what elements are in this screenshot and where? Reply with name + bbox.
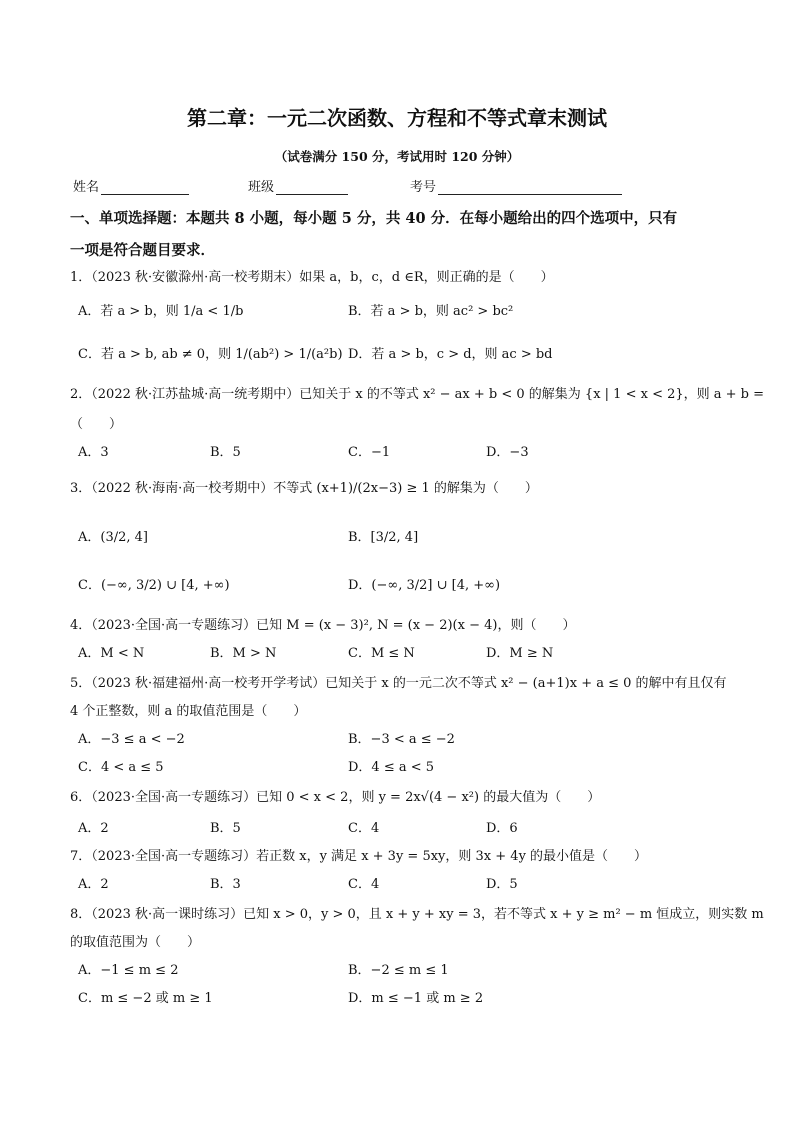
- question-2-stem: 2．（2022 秋·江苏盐城·高一统考期中）已知关于 x 的不等式 x² − ax + b < 0 的解集为 {x | 1 < x < 2}，则 a + b =: [70, 387, 765, 402]
- question-8-stem: 8．（2023 秋·高一课时练习）已知 x > 0，y > 0，且 x + y + xy = 3，若不等式 x + y ≥ m² − m 恒成立，则实数 m: [70, 907, 764, 922]
- question-7-option-c[interactable]: C．4: [348, 877, 380, 892]
- page-title: 第二章：一元二次函数、方程和不等式章末测试: [187, 106, 607, 130]
- section-heading-line1: 一、单项选择题：本题共 8 小题，每小题 5 分，共 40 分．在每小题给出的四个选项中，只有: [70, 210, 678, 227]
- question-7-option-d[interactable]: D．5: [486, 877, 518, 892]
- question-7-option-b[interactable]: B．3: [210, 877, 241, 892]
- question-1-option-c[interactable]: C．若 a > b, ab ≠ 0，则 1/(ab²) > 1/(a²b): [78, 347, 343, 362]
- exam-subtitle: （试卷满分 150 分，考试用时 120 分钟）: [274, 149, 520, 164]
- id-label: 考号: [410, 180, 437, 195]
- question-3-option-a[interactable]: A．(3/2, 4]: [78, 530, 148, 545]
- question-6-option-c[interactable]: C．4: [348, 821, 380, 836]
- question-6-option-b[interactable]: B．5: [210, 821, 241, 836]
- question-2-stem-cont: （ ）: [70, 417, 123, 432]
- question-7-option-a[interactable]: A．2: [78, 877, 109, 892]
- name-label: 姓名: [73, 180, 100, 195]
- question-4-option-d[interactable]: D．M ≥ N: [486, 646, 554, 661]
- question-2-option-b[interactable]: B．5: [210, 445, 241, 460]
- question-3-option-d[interactable]: D．(−∞, 3/2] ∪ [4, +∞): [348, 578, 501, 593]
- question-8-option-d[interactable]: D．m ≤ −1 或 m ≥ 2: [348, 991, 484, 1006]
- question-5-option-a[interactable]: A．−3 ≤ a < −2: [78, 732, 185, 747]
- section-heading-line2: 一项是符合题目要求．: [70, 242, 215, 259]
- question-5-stem-cont: 4 个正整数，则 a 的取值范围是（ ）: [70, 704, 307, 719]
- question-7-stem: 7．（2023·全国·高一专题练习）若正数 x，y 满足 x + 3y = 5xy，则 3x + 4y 的最小值是（ ）: [70, 849, 648, 864]
- question-8-option-a[interactable]: A．−1 ≤ m ≤ 2: [78, 963, 179, 978]
- question-3-stem: 3．（2022 秋·海南·高一校考期中）不等式 (x+1)/(2x−3) ≥ 1 的解集为（ ）: [70, 481, 538, 496]
- question-8-option-b[interactable]: B．−2 ≤ m ≤ 1: [348, 963, 449, 978]
- question-2-option-c[interactable]: C．−1: [348, 445, 391, 460]
- question-6-option-d[interactable]: D．6: [486, 821, 518, 836]
- question-3-option-b[interactable]: B．[3/2, 4]: [348, 530, 419, 545]
- id-field[interactable]: [410, 176, 622, 195]
- name-field[interactable]: [73, 176, 189, 195]
- question-3-option-c[interactable]: C．(−∞, 3/2) ∪ [4, +∞): [78, 578, 230, 593]
- class-field[interactable]: [248, 176, 348, 195]
- question-4-option-a[interactable]: A．M < N: [78, 646, 145, 661]
- question-2-option-a[interactable]: A．3: [78, 445, 109, 460]
- question-8-option-c[interactable]: C．m ≤ −2 或 m ≥ 1: [78, 991, 213, 1006]
- question-1-stem: 1．（2023 秋·安徽滁州·高一校考期末）如果 a，b，c，d ∈R，则正确的是（ ）: [70, 270, 554, 285]
- class-label: 班级: [248, 180, 275, 195]
- question-6-stem: 6．（2023·全国·高一专题练习）已知 0 < x < 2，则 y = 2x√(4 − x²) 的最大值为（ ）: [70, 790, 601, 805]
- question-2-option-d[interactable]: D．−3: [486, 445, 529, 460]
- question-5-option-b[interactable]: B．−3 < a ≤ −2: [348, 732, 455, 747]
- question-5-option-d[interactable]: D．4 ≤ a < 5: [348, 760, 435, 775]
- question-8-stem-cont: 的取值范围为（ ）: [70, 935, 201, 950]
- question-4-stem: 4．（2023·全国·高一专题练习）已知 M = (x − 3)², N = (x − 2)(x − 4)，则（ ）: [70, 618, 576, 633]
- question-1-option-b[interactable]: B．若 a > b，则 ac² > bc²: [348, 304, 514, 319]
- question-6-option-a[interactable]: A．2: [78, 821, 109, 836]
- question-5-option-c[interactable]: C．4 < a ≤ 5: [78, 760, 164, 775]
- question-1-option-d[interactable]: D．若 a > b，c > d，则 ac > bd: [348, 347, 553, 362]
- question-4-option-c[interactable]: C．M ≤ N: [348, 646, 415, 661]
- question-1-option-a[interactable]: A．若 a > b，则 1/a < 1/b: [78, 304, 244, 319]
- question-4-option-b[interactable]: B．M > N: [210, 646, 277, 661]
- question-5-stem: 5．（2023 秋·福建福州·高一校考开学考试）已知关于 x 的一元二次不等式 x² − (a+1)x + a ≤ 0 的解中有且仅有: [70, 676, 727, 691]
